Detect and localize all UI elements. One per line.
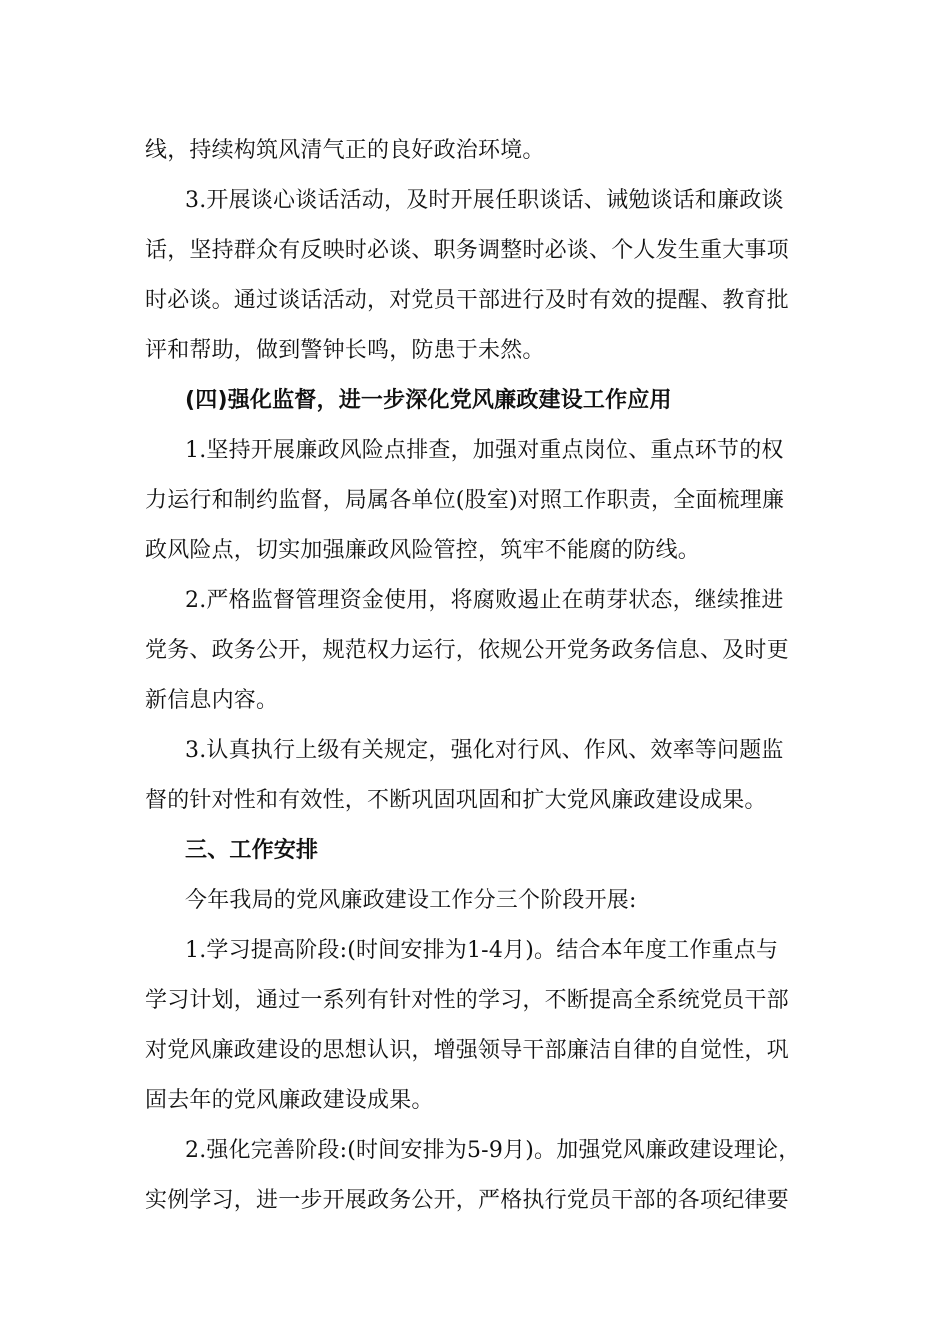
paragraph-first-line: 今年我局的党风廉政建设工作分三个阶段开展: — [185, 888, 637, 913]
text-line: 学习计划，通过一系列有针对性的学习，不断提高全系统党员干部 — [145, 988, 789, 1013]
paragraph-first-line: 1.学习提高阶段:(时间安排为1-4月)。结合本年度工作重点与 — [185, 938, 779, 963]
paragraph-first-line: 1.坚持开展廉政风险点排查，加强对重点岗位、重点环节的权 — [185, 438, 784, 463]
paragraph-first-line: 3.认真执行上级有关规定，强化对行风、作风、效率等问题监 — [185, 738, 784, 763]
text-line: 政风险点，切实加强廉政风险管控，筑牢不能腐的防线。 — [145, 538, 701, 563]
paragraph-first-line: 2.强化完善阶段:(时间安排为5-9月)。加强党风廉政建设理论， — [185, 1138, 801, 1163]
paragraph-first-line: 2.严格监督管理资金使用，将腐败遏止在萌芽状态，继续推进 — [185, 588, 784, 613]
text-line: 评和帮助，做到警钟长鸣，防患于未然。 — [145, 338, 545, 363]
text-line: 实例学习，进一步开展政务公开，严格执行党员干部的各项纪律要 — [145, 1188, 789, 1213]
text-line: 固去年的党风廉政建设成果。 — [145, 1088, 434, 1113]
text-line: 话，坚持群众有反映时必谈、职务调整时必谈、个人发生重大事项 — [145, 238, 789, 263]
text-line: 力运行和制约监督，局属各单位(股室)对照工作职责，全面梳理廉 — [145, 488, 785, 513]
text-line: 新信息内容。 — [145, 688, 279, 713]
text-line: 对党风廉政建设的思想认识，增强领导干部廉洁自律的自觉性，巩 — [145, 1038, 789, 1063]
text-line: 党务、政务公开，规范权力运行，依规公开党务政务信息、及时更 — [145, 638, 789, 663]
section-heading: (四)强化监督，进一步深化党风廉政建设工作应用 — [185, 388, 672, 413]
paragraph-first-line: 3.开展谈心谈话活动，及时开展任职谈话、诫勉谈话和廉政谈 — [185, 188, 784, 213]
text-line: 时必谈。通过谈话活动，对党员干部进行及时有效的提醒、教育批 — [145, 288, 789, 313]
text-line: 督的针对性和有效性，不断巩固巩固和扩大党风廉政建设成果。 — [145, 788, 767, 813]
section-heading: 三、工作安排 — [185, 838, 319, 863]
text-line: 线，持续构筑风清气正的良好政治环境。 — [145, 138, 545, 163]
